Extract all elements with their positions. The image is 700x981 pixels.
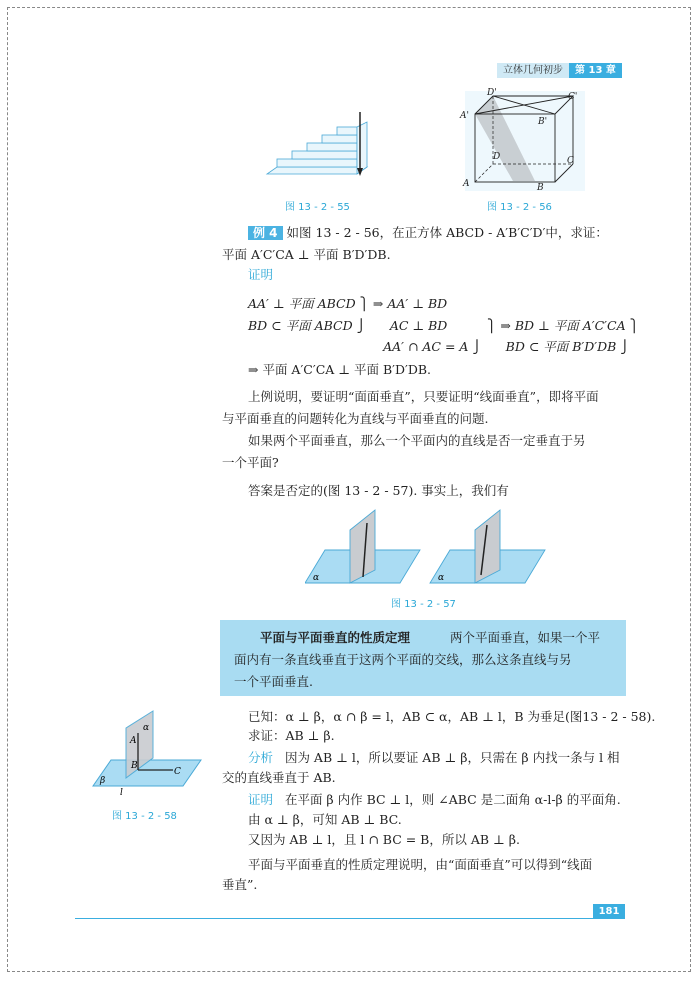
example-badge: 例 4 — [248, 226, 283, 240]
closing-line-2: 垂直”. — [222, 877, 258, 892]
example-text: 如图 13 - 2 - 56，在正方体 ABCD - A′B′C′D′中，求证： — [286, 225, 608, 240]
proof-line: AA′ ∩ AC = A ⎭ BD ⊂ 平面 B′D′DB ⎭ — [248, 339, 630, 354]
footer-rule — [75, 918, 625, 919]
proof-label: 证明 — [248, 267, 274, 282]
theorem-box — [220, 620, 626, 696]
paragraph: 一个平面? — [222, 455, 279, 470]
fig58-label: A — [130, 736, 137, 746]
figure-caption-57: 图 13 - 2 - 57 — [391, 599, 456, 610]
cube-label: D — [493, 152, 501, 162]
theorem-text: 面内有一条直线垂直于这两个平面的交线，那么这条直线与另 — [234, 652, 572, 667]
analysis-line — [248, 748, 620, 768]
brick-wall-figure — [262, 112, 377, 184]
section-title: 立体几何初步 — [497, 63, 569, 78]
cube-label: D' — [487, 88, 497, 98]
plane-label: α — [438, 573, 445, 583]
fig58-label: C — [174, 767, 181, 777]
fig58-label: l — [120, 788, 123, 796]
known-line: 已知：α ⊥ β，α ∩ β = l，AB ⊂ α，AB ⊥ l，B 为垂足(图13 - 2 - 58). — [248, 709, 656, 724]
proof2-line-2: 由 α ⊥ β，可知 AB ⊥ BC. — [248, 812, 402, 827]
cube-figure — [455, 86, 590, 192]
figure-caption-56: 图 13 - 2 - 56 — [487, 202, 552, 213]
fig58-label: α — [143, 723, 150, 733]
plane-label: α — [313, 573, 320, 583]
analysis-label: 分析 — [248, 750, 274, 765]
cube-label: B — [537, 183, 544, 192]
fig58-label: B — [131, 761, 138, 771]
proof-conclusion: ⇒ 平面 A′C′CA ⊥ 平面 B′D′DB. — [248, 362, 432, 377]
proof2-label: 证明 — [248, 792, 274, 807]
figure-caption-55: 图 13 - 2 - 55 — [285, 202, 350, 213]
cube-label: C' — [568, 92, 578, 102]
prove-line: 求证：AB ⊥ β. — [248, 728, 335, 743]
dihedral-figure — [88, 708, 206, 796]
fig58-label: β — [100, 776, 106, 786]
example-line-2: 平面 A′C′CA ⊥ 平面 B′D′DB. — [222, 247, 391, 262]
proof-line: AA′ ⊥ 平面 ABCD ⎫ ⇒ AA′ ⊥ BD — [248, 296, 448, 311]
paragraph: 如果两个平面垂直，那么一个平面内的直线是否一定垂直于另 — [248, 433, 586, 448]
theorem-text: 两个平面垂直，如果一个平 — [450, 630, 601, 645]
analysis-text: 因为 AB ⊥ l，所以要证 AB ⊥ β，只需在 β 内找一条与 l 相 — [284, 750, 620, 765]
cube-label: A' — [460, 111, 469, 121]
theorem-text: 一个平面垂直. — [234, 674, 313, 689]
proof2-text: 在平面 β 内作 BC ⊥ l，则 ∠ABC 是二面角 α-l-β 的平面角. — [284, 792, 621, 807]
closing-line: 平面与平面垂直的性质定理说明，由“面面垂直”可以得到“线面 — [248, 857, 593, 872]
chapter-label: 第 13 章 — [569, 63, 622, 78]
proof-line: BD ⊂ 平面 ABCD ⎭ AC ⊥ BD ⎫ ⇒ BD ⊥ 平面 A′C′CA ⎫ — [248, 318, 639, 333]
example-line-1 — [248, 223, 608, 243]
cube-label: B' — [538, 117, 548, 127]
paragraph: 答案是否定的(图 13 - 2 - 57). 事实上，我们有 — [248, 483, 509, 498]
cube-label: C — [567, 156, 574, 166]
paragraph: 上例说明，要证明“面面垂直”，只要证明“线面垂直”，即将平面 — [248, 389, 599, 404]
page-number: 181 — [593, 904, 625, 919]
figure-caption-58: 图 13 - 2 - 58 — [112, 811, 177, 822]
proof2-line-3: 又因为 AB ⊥ l，且 l ∩ BC = B，所以 AB ⊥ β. — [248, 832, 520, 847]
cube-label: A — [463, 179, 470, 189]
proof2-line — [248, 790, 621, 810]
chapter-header — [497, 63, 622, 78]
perpendicular-planes-figure — [305, 505, 585, 587]
analysis-line-2: 交的直线垂直于 AB. — [222, 770, 336, 785]
theorem-title: 平面与平面垂直的性质定理 — [260, 630, 411, 645]
paragraph: 与平面垂直的问题转化为直线与平面垂直的问题. — [222, 411, 489, 426]
